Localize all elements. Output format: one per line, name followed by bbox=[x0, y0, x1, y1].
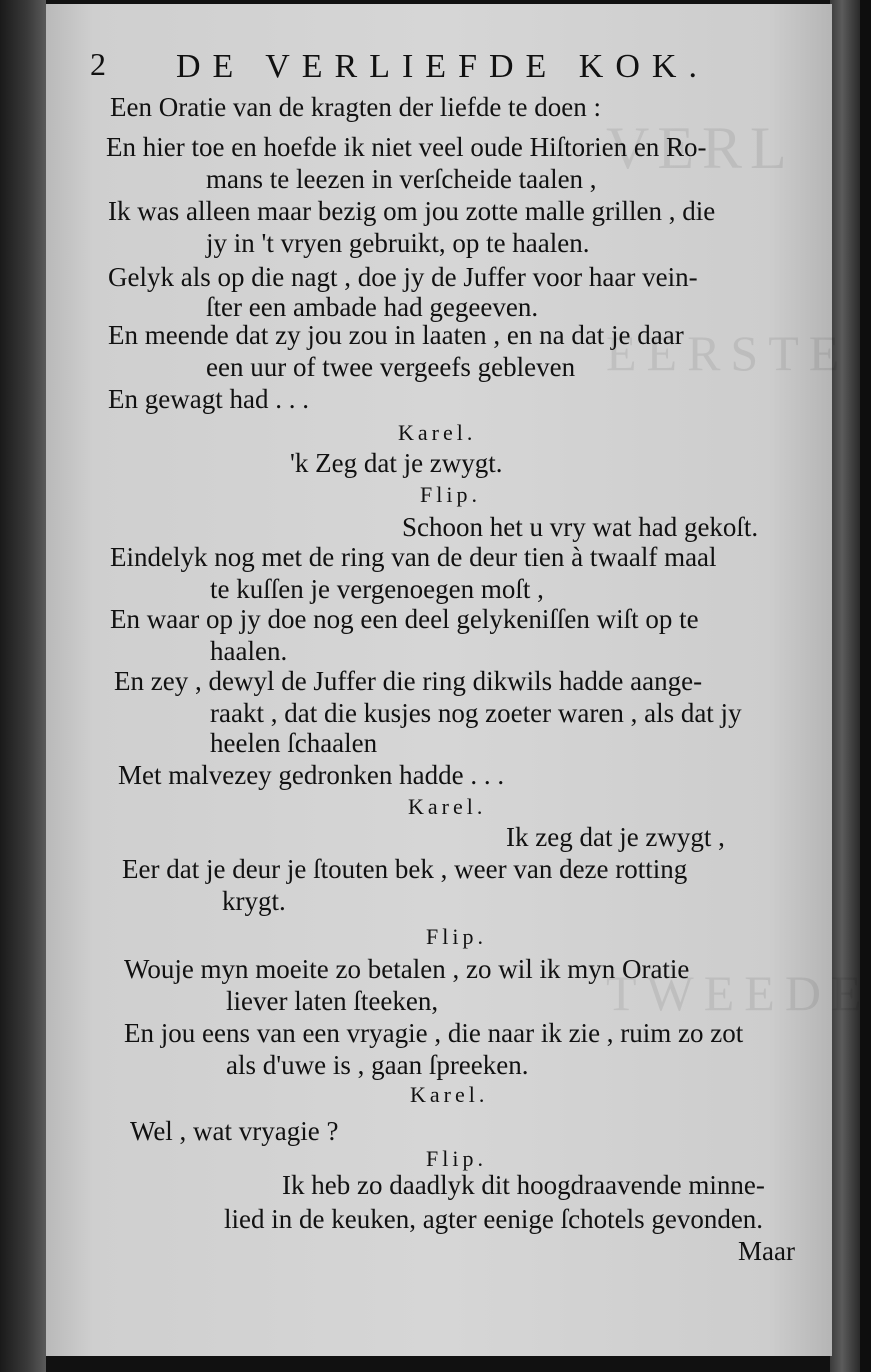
text-line: een uur of twee vergeefs gebleven bbox=[206, 352, 576, 382]
text-line: En meende dat zy jou zou in laaten , en na dat je daar bbox=[108, 320, 684, 350]
text-line: te kuſſen je vergenoegen moſt , bbox=[210, 574, 544, 604]
speaker-name: Flip. bbox=[426, 1146, 487, 1171]
text-line: En zey , dewyl de Juffer die ring dikwils hadde aange- bbox=[114, 666, 703, 696]
speaker-name: Karel. bbox=[398, 420, 477, 445]
text-line: Wel , wat vryagie ? bbox=[130, 1116, 339, 1146]
speaker-name: Karel. bbox=[408, 794, 487, 819]
speaker-name: Karel. bbox=[410, 1082, 489, 1107]
speaker-name: Flip. bbox=[426, 924, 487, 949]
text-line: Ik zeg dat je zwygt , bbox=[506, 822, 725, 852]
text-line: Met malvezey gedronken hadde . . . bbox=[118, 760, 505, 790]
text-line: heelen ſchaalen bbox=[210, 728, 378, 758]
page-number: 2 bbox=[90, 46, 106, 82]
text-line: En jou eens van een vryagie , die naar ik zie , ruim zo zot bbox=[124, 1018, 744, 1048]
text-line: Eer dat je deur je ſtouten bek , weer van deze rotting bbox=[122, 854, 688, 884]
text-line: Wouje myn moeite zo betalen , zo wil ik myn Oratie bbox=[124, 954, 690, 984]
text-line: als d'uwe is , gaan ſpreeken. bbox=[226, 1050, 529, 1080]
book-spine-edge bbox=[0, 0, 46, 1372]
text-line: En hier toe en hoefde ik niet veel oude Hiſtorien en Ro- bbox=[106, 132, 707, 162]
text-line: lied in de keuken, agter eenige ſchotels gevonden. bbox=[224, 1204, 764, 1234]
text-line: 'k Zeg dat je zwygt. bbox=[290, 448, 503, 478]
text-line: Gelyk als op die nagt , doe jy de Juffer voor haar vein- bbox=[108, 262, 698, 292]
text-line: En waar op jy doe nog een deel gelykeniſſen wiſt op te bbox=[110, 604, 699, 634]
text-line: mans te leezen in verſcheide taalen , bbox=[206, 164, 597, 194]
text-line: haalen. bbox=[210, 636, 288, 666]
text-line: En gewagt had . . . bbox=[108, 384, 309, 414]
text-line: raakt , dat die kusjes nog zoeter waren , als dat jy bbox=[210, 698, 742, 728]
speaker-name: Flip. bbox=[420, 482, 481, 507]
text-line: krygt. bbox=[222, 886, 286, 916]
text-line: Ik was alleen maar bezig om jou zotte malle grillen , die bbox=[108, 196, 716, 226]
catchword: Maar bbox=[738, 1236, 795, 1266]
show-through-text: VERL bbox=[606, 115, 795, 181]
book-cover-edge bbox=[830, 0, 860, 1372]
text-line: liever laten ſteeken, bbox=[226, 986, 439, 1016]
text-line: Eindelyk nog met de ring van de deur tien à twaalf maal bbox=[110, 542, 717, 572]
text-line: ſter een ambade had gegeeven. bbox=[206, 292, 539, 322]
text-line: Een Oratie van de kragten der liefde te doen : bbox=[110, 92, 602, 122]
text-line: Ik heb zo daadlyk dit hoogdraavende minne- bbox=[282, 1170, 765, 1200]
text-line: Schoon het u vry wat had gekoſt. bbox=[402, 512, 759, 542]
show-through-text: EERSTE bbox=[606, 325, 850, 381]
text-line: jy in 't vryen gebruikt, op te haalen. bbox=[206, 228, 590, 258]
running-title: DE VERLIEFDE KOK. bbox=[176, 48, 709, 85]
show-through-text: TWEEDE bbox=[606, 965, 871, 1021]
book-page bbox=[46, 4, 871, 1356]
